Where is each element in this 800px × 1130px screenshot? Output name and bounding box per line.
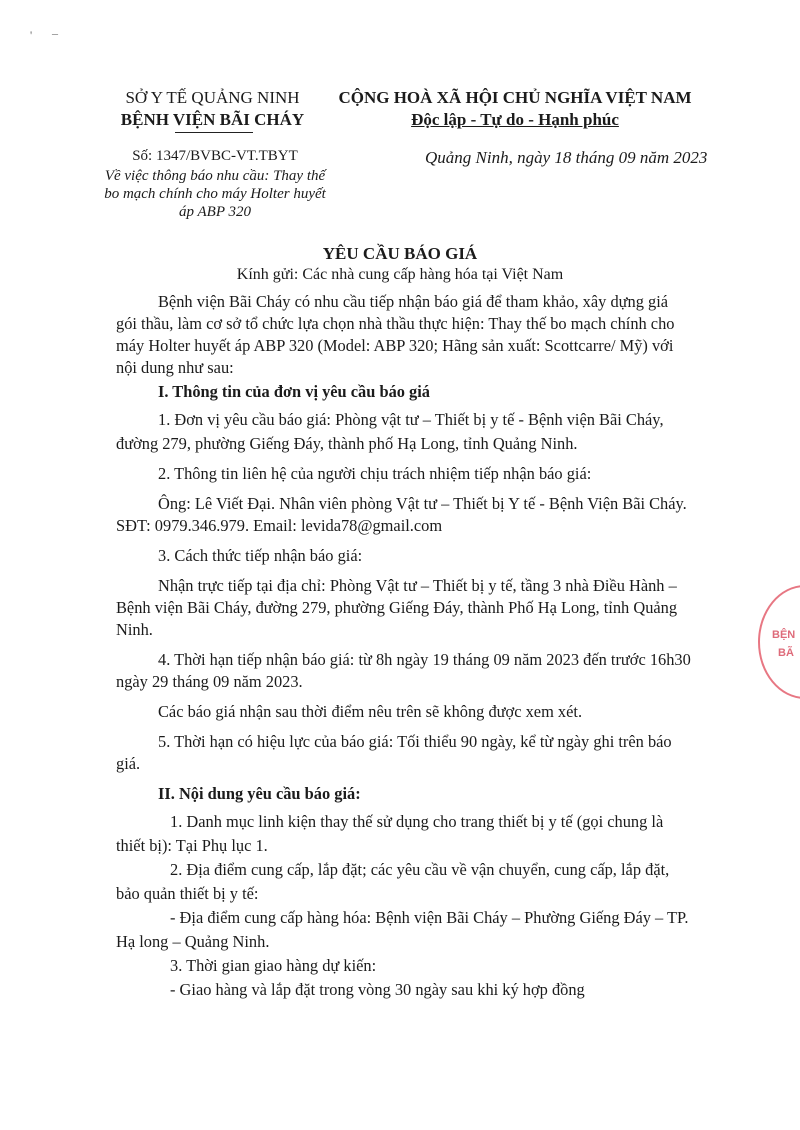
hospital-underline [175, 132, 253, 133]
section2-item3: 3. Thời gian giao hàng dự kiến: [170, 956, 377, 975]
section2-item1: 1. Danh mục linh kiện thay thế sử dụng cho trang thiết bị y tế (gọi chung là [170, 812, 664, 831]
document-title: YÊU CẦU BÁO GIÁ [322, 244, 478, 263]
receive-line: Nhận trực tiếp tại địa chỉ: Phòng Vật tư – Thiết bị y tế, tầng 3 nhà Điều Hành – [158, 576, 677, 595]
section1-item2: 2. Thông tin liên hệ của người chịu trách nhiệm tiếp nhận báo giá: [158, 464, 592, 483]
hospital-name: BỆNH VIỆN BÃI CHÁY [120, 110, 305, 129]
subject-line: bo mạch chính cho máy Holter huyết [104, 186, 326, 202]
section1-item1: 1. Đơn vị yêu cầu báo giá: Phòng vật tư – Thiết bị y tế - Bệnh viện Bãi Cháy, [158, 410, 664, 429]
national-title: CỘNG HOÀ XÃ HỘI CHỦ NGHĨA VIỆT NAM [338, 88, 692, 107]
section1-item5: giá. [116, 754, 141, 773]
ministry-name: SỞ Y TẾ QUẢNG NINH [125, 88, 300, 107]
stamp-text: BÃ [778, 647, 794, 659]
section2-item2: bảo quản thiết bị y tế: [116, 884, 259, 903]
late-note: Các báo giá nhận sau thời điểm nêu trên sẽ không được xem xét. [158, 702, 583, 721]
recipient-line: Kính gửi: Các nhà cung cấp hàng hóa tại Việt Nam [236, 266, 564, 283]
intro-line: Bệnh viện Bãi Cháy có nhu cầu tiếp nhận báo giá để tham khảo, xây dựng giá [158, 292, 669, 311]
intro-line: nội dung như sau: [116, 358, 234, 377]
section1-item3: 3. Cách thức tiếp nhận báo giá: [158, 546, 363, 565]
delivery-line: - Giao hàng và lắp đặt trong vòng 30 ngày sau khi ký hợp đồng [170, 980, 585, 999]
location-line: Hạ long – Quảng Ninh. [116, 932, 270, 951]
stamp-text: BỆN [772, 629, 796, 641]
receive-line: Bệnh viện Bãi Cháy, đường 279, phường Giếng Đáy, thành Phố Hạ Long, tỉnh Quảng [116, 598, 678, 617]
scan-mark: – [52, 26, 58, 40]
section1-item4: 4. Thời hạn tiếp nhận báo giá: từ 8h ngày 19 tháng 09 năm 2023 đến trước 16h30 [158, 650, 691, 669]
section1-item1: đường 279, phường Giếng Đáy, thành phố Hạ Long, tỉnh Quảng Ninh. [116, 434, 578, 453]
official-stamp [758, 585, 800, 699]
subject-line: Về việc thông báo nhu cầu: Thay thế [104, 168, 326, 184]
section1-item4: ngày 29 tháng 09 năm 2023. [116, 672, 303, 691]
section2-item2: 2. Địa điểm cung cấp, lắp đặt; các yêu cầu về vận chuyển, cung cấp, lắp đặt, [170, 860, 670, 879]
location-line: - Địa điểm cung cấp hàng hóa: Bệnh viện Bãi Cháy – Phường Giếng Đáy – TP. [170, 908, 689, 927]
section1-item5: 5. Thời hạn có hiệu lực của báo giá: Tối thiểu 90 ngày, kể từ ngày ghi trên báo [158, 732, 672, 751]
section-heading: II. Nội dung yêu cầu báo giá: [158, 784, 361, 803]
document-number: Số: 1347/BVBC-VT.TBYT [132, 148, 298, 164]
intro-line: máy Holter huyết áp ABP 320 (Model: ABP 320; Hãng sản xuất: Scottcarre/ Mỹ) với [116, 336, 674, 355]
section2-item1: thiết bị): Tại Phụ lục 1. [116, 836, 268, 855]
subject-line: áp ABP 320 [179, 204, 251, 220]
section-heading: I. Thông tin của đơn vị yêu cầu báo giá [158, 382, 431, 401]
national-motto: Độc lập - Tự do - Hạnh phúc [411, 110, 619, 129]
contact-line: SĐT: 0979.346.979. Email: levida78@gmail.com [116, 516, 443, 535]
date-line: Quảng Ninh, ngày 18 tháng 09 năm 2023 [425, 148, 708, 167]
contact-line: Ông: Lê Viết Đại. Nhân viên phòng Vật tư – Thiết bị Y tế - Bệnh Viện Bãi Cháy. [158, 494, 687, 513]
intro-line: gói thầu, làm cơ sở tổ chức lựa chọn nhà thầu thực hiện: Thay thế bo mạch chính cho [116, 314, 675, 333]
scan-mark: ' [30, 28, 33, 42]
receive-line: Ninh. [116, 620, 153, 639]
